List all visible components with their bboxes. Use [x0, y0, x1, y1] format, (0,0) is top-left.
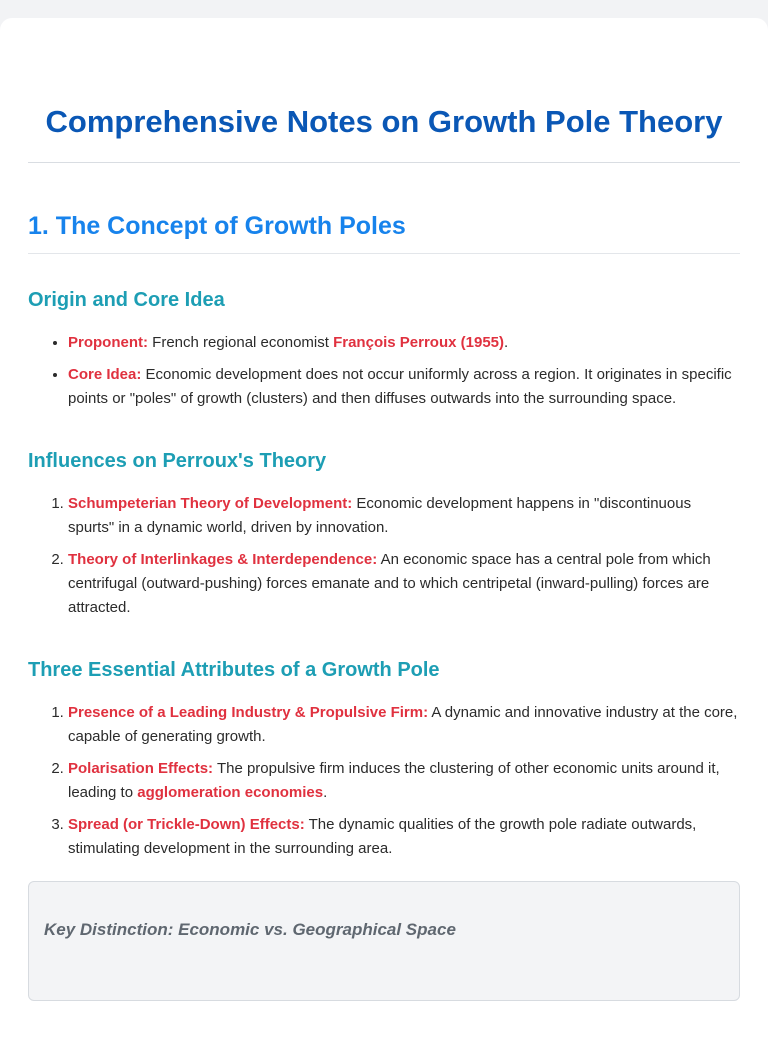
list-item-spread — [68, 813, 740, 861]
item-text: The dynamic qualities of the growth pole radiate outwards, stimulating development in the surrounding area. — [68, 816, 697, 857]
list-item-leading-industry — [68, 701, 740, 749]
item-highlight: François Perroux (1955) — [333, 334, 504, 351]
list-item-schumpeterian — [68, 492, 740, 540]
item-label: Core Idea: — [68, 366, 142, 383]
item-label: Polarisation Effects: — [68, 760, 214, 777]
item-text: French regional economist — [148, 334, 334, 351]
item-label: Spread (or Trickle-Down) Effects: — [68, 816, 305, 833]
item-tail: . — [323, 784, 328, 801]
list-item-polarisation — [68, 757, 740, 805]
list-item-proponent — [68, 331, 740, 355]
item-label: Theory of Interlinkages & Interdependence: — [68, 551, 378, 568]
callout-title: Key Distinction: Economic vs. Geographical Space — [44, 920, 456, 939]
subheading-influences: Influences on Perroux's Theory — [28, 450, 327, 472]
key-distinction-callout — [28, 881, 740, 1001]
list-item-core-idea — [68, 363, 740, 411]
item-text: The propulsive firm induces the clustering of other economic units around it, leading to — [68, 760, 720, 801]
document-page — [0, 18, 768, 1038]
subheading-attributes: Three Essential Attributes of a Growth Pole — [28, 659, 440, 681]
item-tail: . — [504, 334, 509, 351]
item-label: Schumpeterian Theory of Development: — [68, 495, 353, 512]
page-title: Comprehensive Notes on Growth Pole Theory — [28, 18, 740, 163]
attributes-list — [28, 701, 740, 861]
section-heading-concept: 1. The Concept of Growth Poles — [28, 209, 740, 254]
item-highlight: agglomeration economies — [137, 784, 324, 801]
item-text: Economic development happens in "discontinuous spurts" in a dynamic world, driven by innovation. — [68, 495, 692, 536]
origin-list — [28, 331, 740, 411]
influences-list — [28, 492, 740, 620]
item-text: An economic space has a central pole from which centrifugal (outward-pushing) forces emanate and to which centripetal (inward-pulling) forces are attracted. — [68, 551, 711, 616]
list-item-interlinkages — [68, 548, 740, 620]
item-label: Presence of a Leading Industry & Propulsive Firm: — [68, 704, 429, 721]
item-text: Economic development does not occur uniformly across a region. It originates in specific points or "poles" of growth (clusters) and then diffuses outwards into the surrounding space. — [68, 366, 732, 407]
item-text: A dynamic and innovative industry at the core, capable of generating growth. — [68, 704, 738, 745]
subheading-origin: Origin and Core Idea — [28, 289, 225, 311]
item-label: Proponent: — [68, 334, 148, 351]
